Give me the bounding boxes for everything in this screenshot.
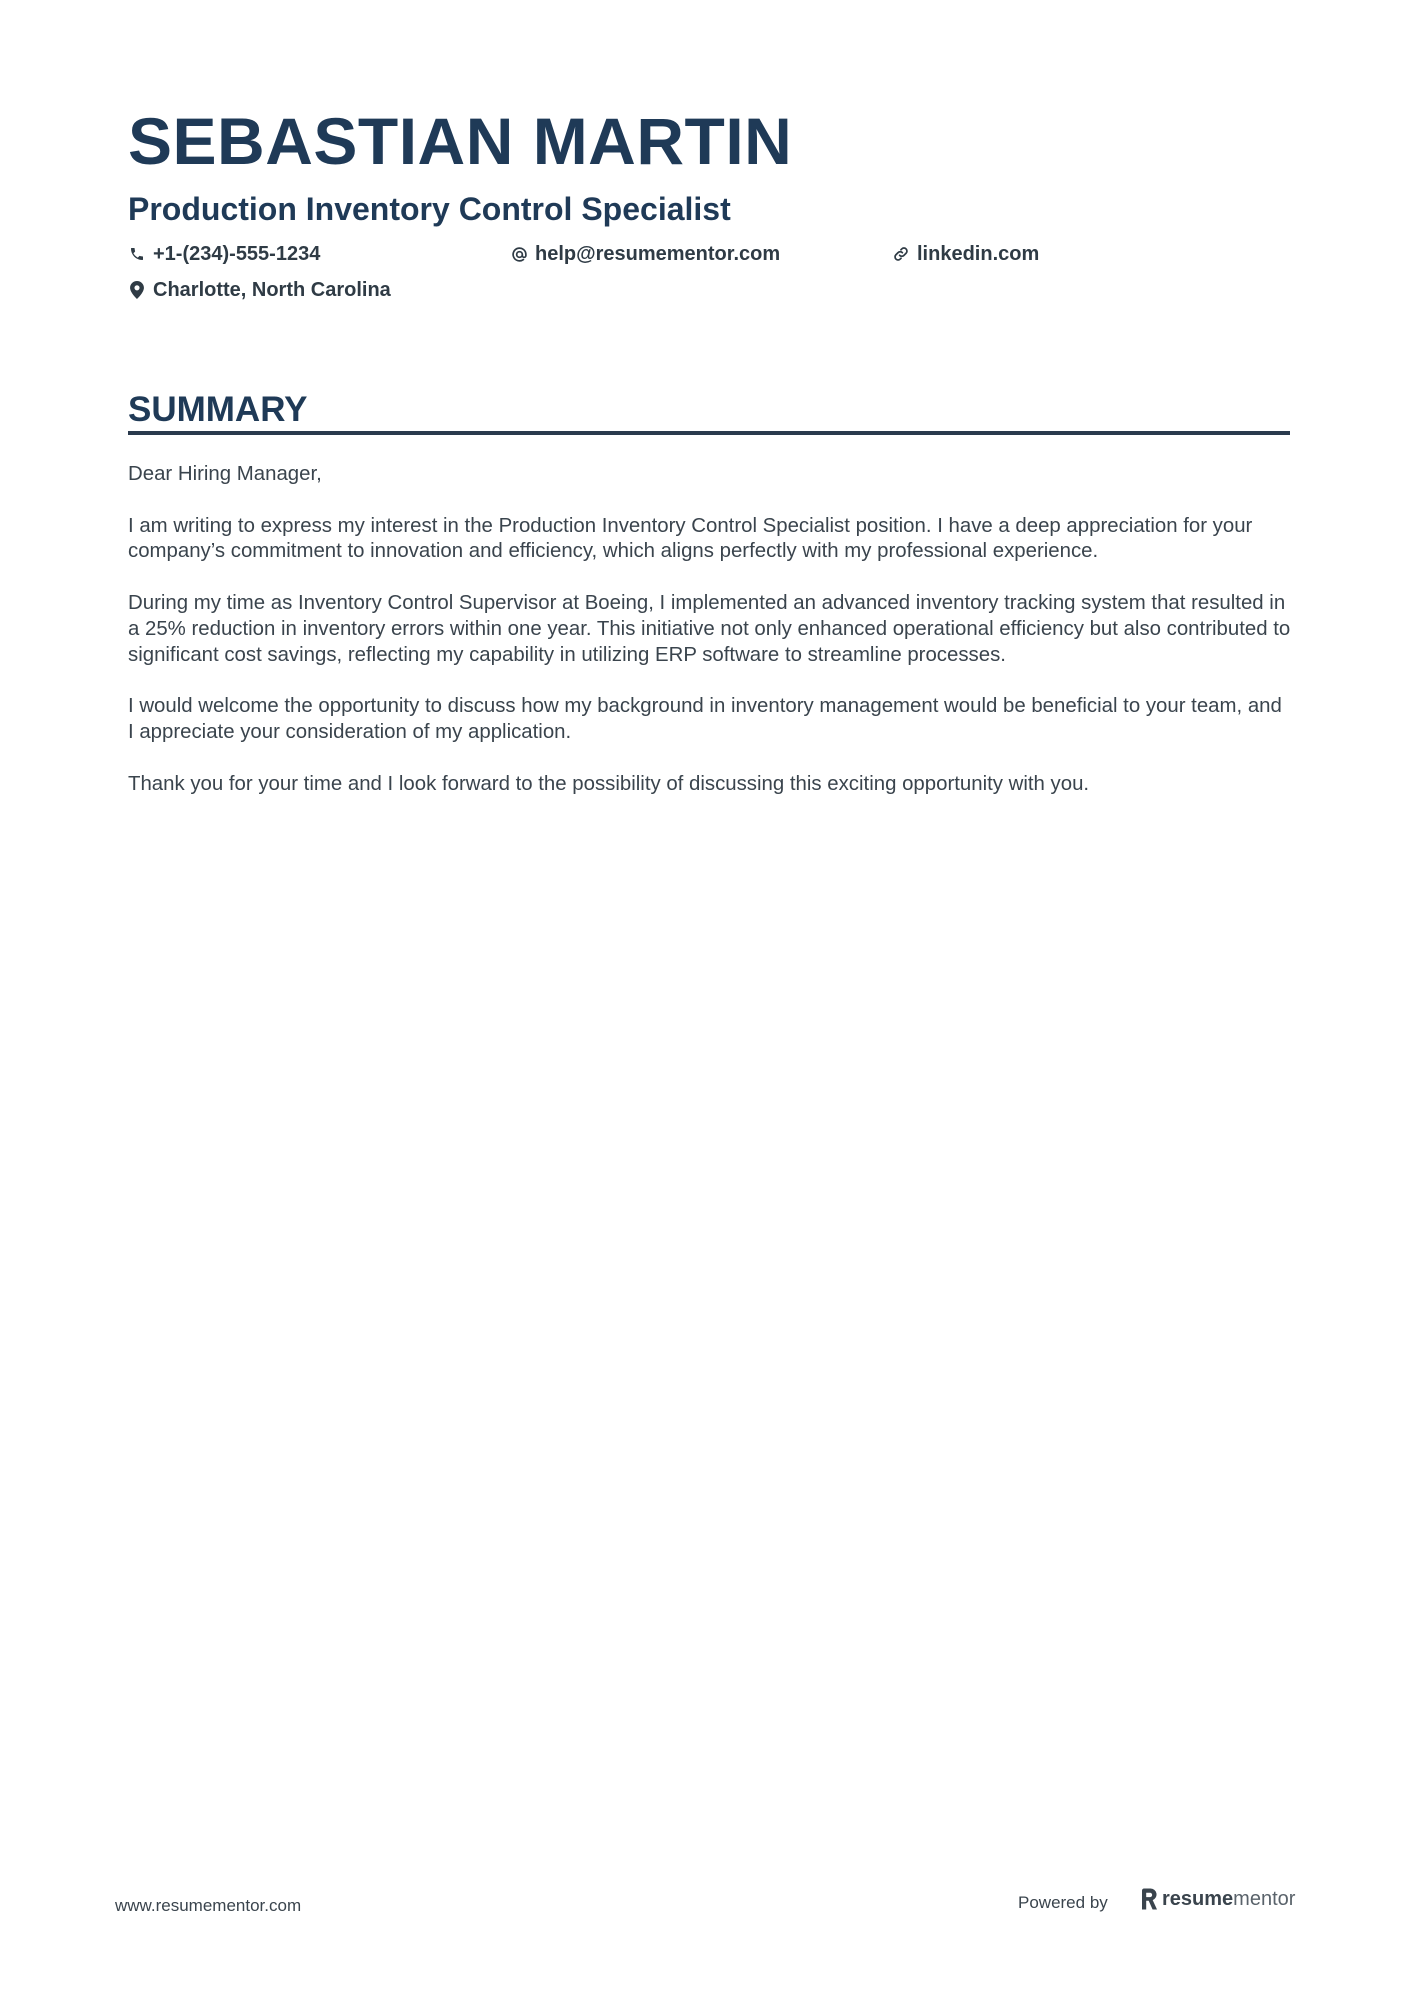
contact-website [892,244,1039,264]
website-text: linkedin.com [917,243,1040,265]
letter-paragraph: I would welcome the opportunity to discuss how my background in inventory management would be beneficial to your team, and I appreciate your consideration of my application. [128,695,1282,743]
email-text: help@resumementor.com [535,243,781,265]
letter-paragraph: Thank you for your time and I look forward to the possibility of discussing this exciting opportunity with you. [128,772,1090,795]
contact-phone [128,244,320,264]
summary-heading: SUMMARY [128,390,308,429]
job-title: Production Inventory Control Specialist [128,191,731,227]
brand-mark-icon [1141,1888,1158,1910]
footer-website-link[interactable]: www.resumementor.com [115,1896,302,1915]
at-icon [510,245,528,263]
phone-icon [128,245,146,263]
letter-paragraph: I am writing to express my interest in the Production Inventory Control Specialist position. I have a deep appreciation for your company’s commitment to innovation and efficiency, which aligns perfectly with my professional experience. [128,514,1253,563]
brand-wordmark-part2: mentor [1233,1888,1296,1910]
brand-logo[interactable] [1141,1888,1295,1910]
letter-paragraph: During my time as Inventory Control Supervisor at Boeing, I implemented an advanced inventory tracking system that resulted in a 25% reduction in inventory errors within one year. This initiative not only enhanced operational efficiency but also contributed to significant cost savings, reflecting my capability in utilizing ERP software to streamline processes. [128,591,1291,666]
contact-email [510,244,780,264]
phone-text: +1-(234)-555-1234 [153,243,321,265]
powered-by-label: Powered by [1018,1893,1108,1912]
cover-letter-body [128,462,1292,823]
location-text: Charlotte, North Carolina [153,279,391,301]
brand-wordmark-part1: resume [1162,1888,1234,1910]
contact-location [128,280,391,300]
map-pin-icon [128,281,146,299]
section-divider [128,431,1290,435]
brand-wordmark [1162,1889,1295,1909]
link-icon [892,245,910,263]
candidate-name: SEBASTIAN MARTIN [128,104,793,178]
letter-paragraph: Dear Hiring Manager, [128,463,322,485]
